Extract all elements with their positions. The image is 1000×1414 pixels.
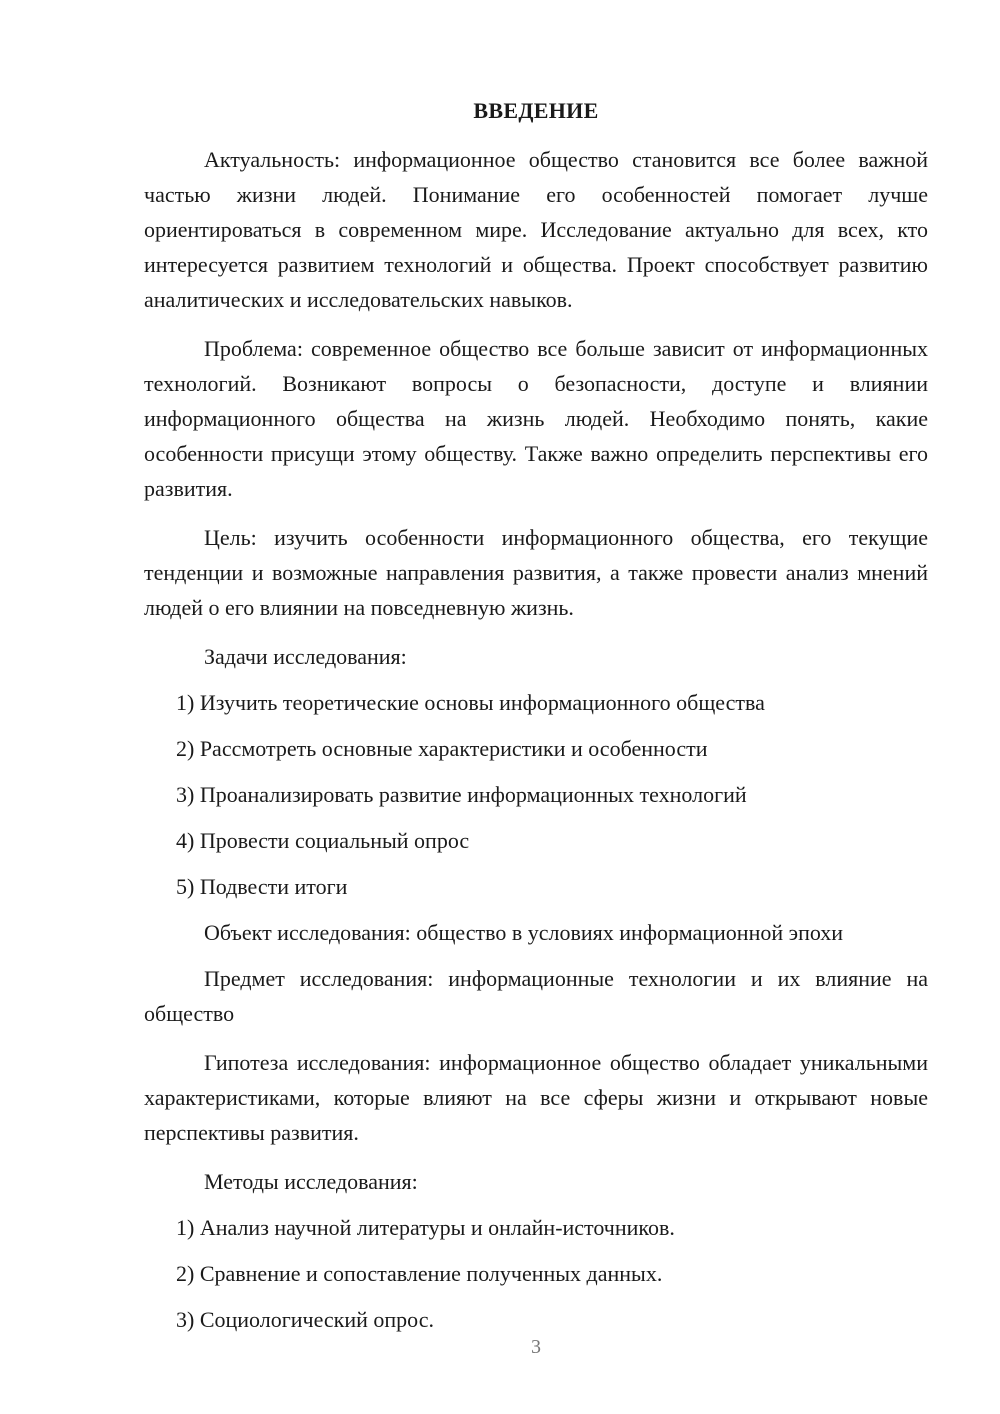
method-item: 2) Сравнение и сопоставление полученных данных.	[176, 1261, 663, 1286]
task-item: 4) Провести социальный опрос	[176, 828, 470, 853]
document-body	[144, 142, 928, 1337]
methods-heading: Методы исследования:	[204, 1169, 418, 1194]
goal-paragraph: Цель: изучить особенности информационного общества, его текущие тенденции и возможные направления развития, а также провести анализ мнений людей о его влиянии на повседневную жизнь.	[144, 525, 928, 620]
hypothesis-paragraph: Гипотеза исследования: информационное общество обладает уникальными характеристиками, которые влияют на все сферы жизни и открывают новые перспективы развития.	[144, 1050, 928, 1145]
page-title: ВВЕДЕНИЕ	[473, 98, 599, 123]
method-item: 3) Социологический опрос.	[176, 1307, 434, 1332]
object-paragraph: Объект исследования: общество в условиях информационной эпохи	[204, 920, 844, 945]
task-item: 3) Проанализировать развитие информационных технологий	[176, 782, 747, 807]
method-item: 1) Анализ научной литературы и онлайн-источников.	[176, 1215, 675, 1240]
task-item: 1) Изучить теоретические основы информационного общества	[176, 690, 765, 715]
tasks-heading: Задачи исследования:	[204, 644, 407, 669]
problem-paragraph: Проблема: современное общество все больше зависит от информационных технологий. Возникают вопросы о безопасности, доступе и влиянии информационного общества на жизнь людей. Необходимо понять, какие особенности присущи этому обществу. Также важно определить перспективы его развития.	[144, 336, 928, 501]
task-item: 5) Подвести итоги	[176, 874, 348, 899]
task-item: 2) Рассмотреть основные характеристики и особенности	[176, 736, 708, 761]
relevance-paragraph: Актуальность: информационное общество становится все более важной частью жизни людей. Понимание его особенностей помогает лучше ориентироваться в современном мире. Исследование актуально для всех, кто интересуется развитием технологий и общества. Проект способствует развитию аналитических и исследовательских навыков.	[144, 147, 928, 312]
subject-paragraph: Предмет исследования: информационные технологии и их влияние на общество	[144, 966, 928, 1026]
page-number: 3	[531, 1336, 541, 1358]
